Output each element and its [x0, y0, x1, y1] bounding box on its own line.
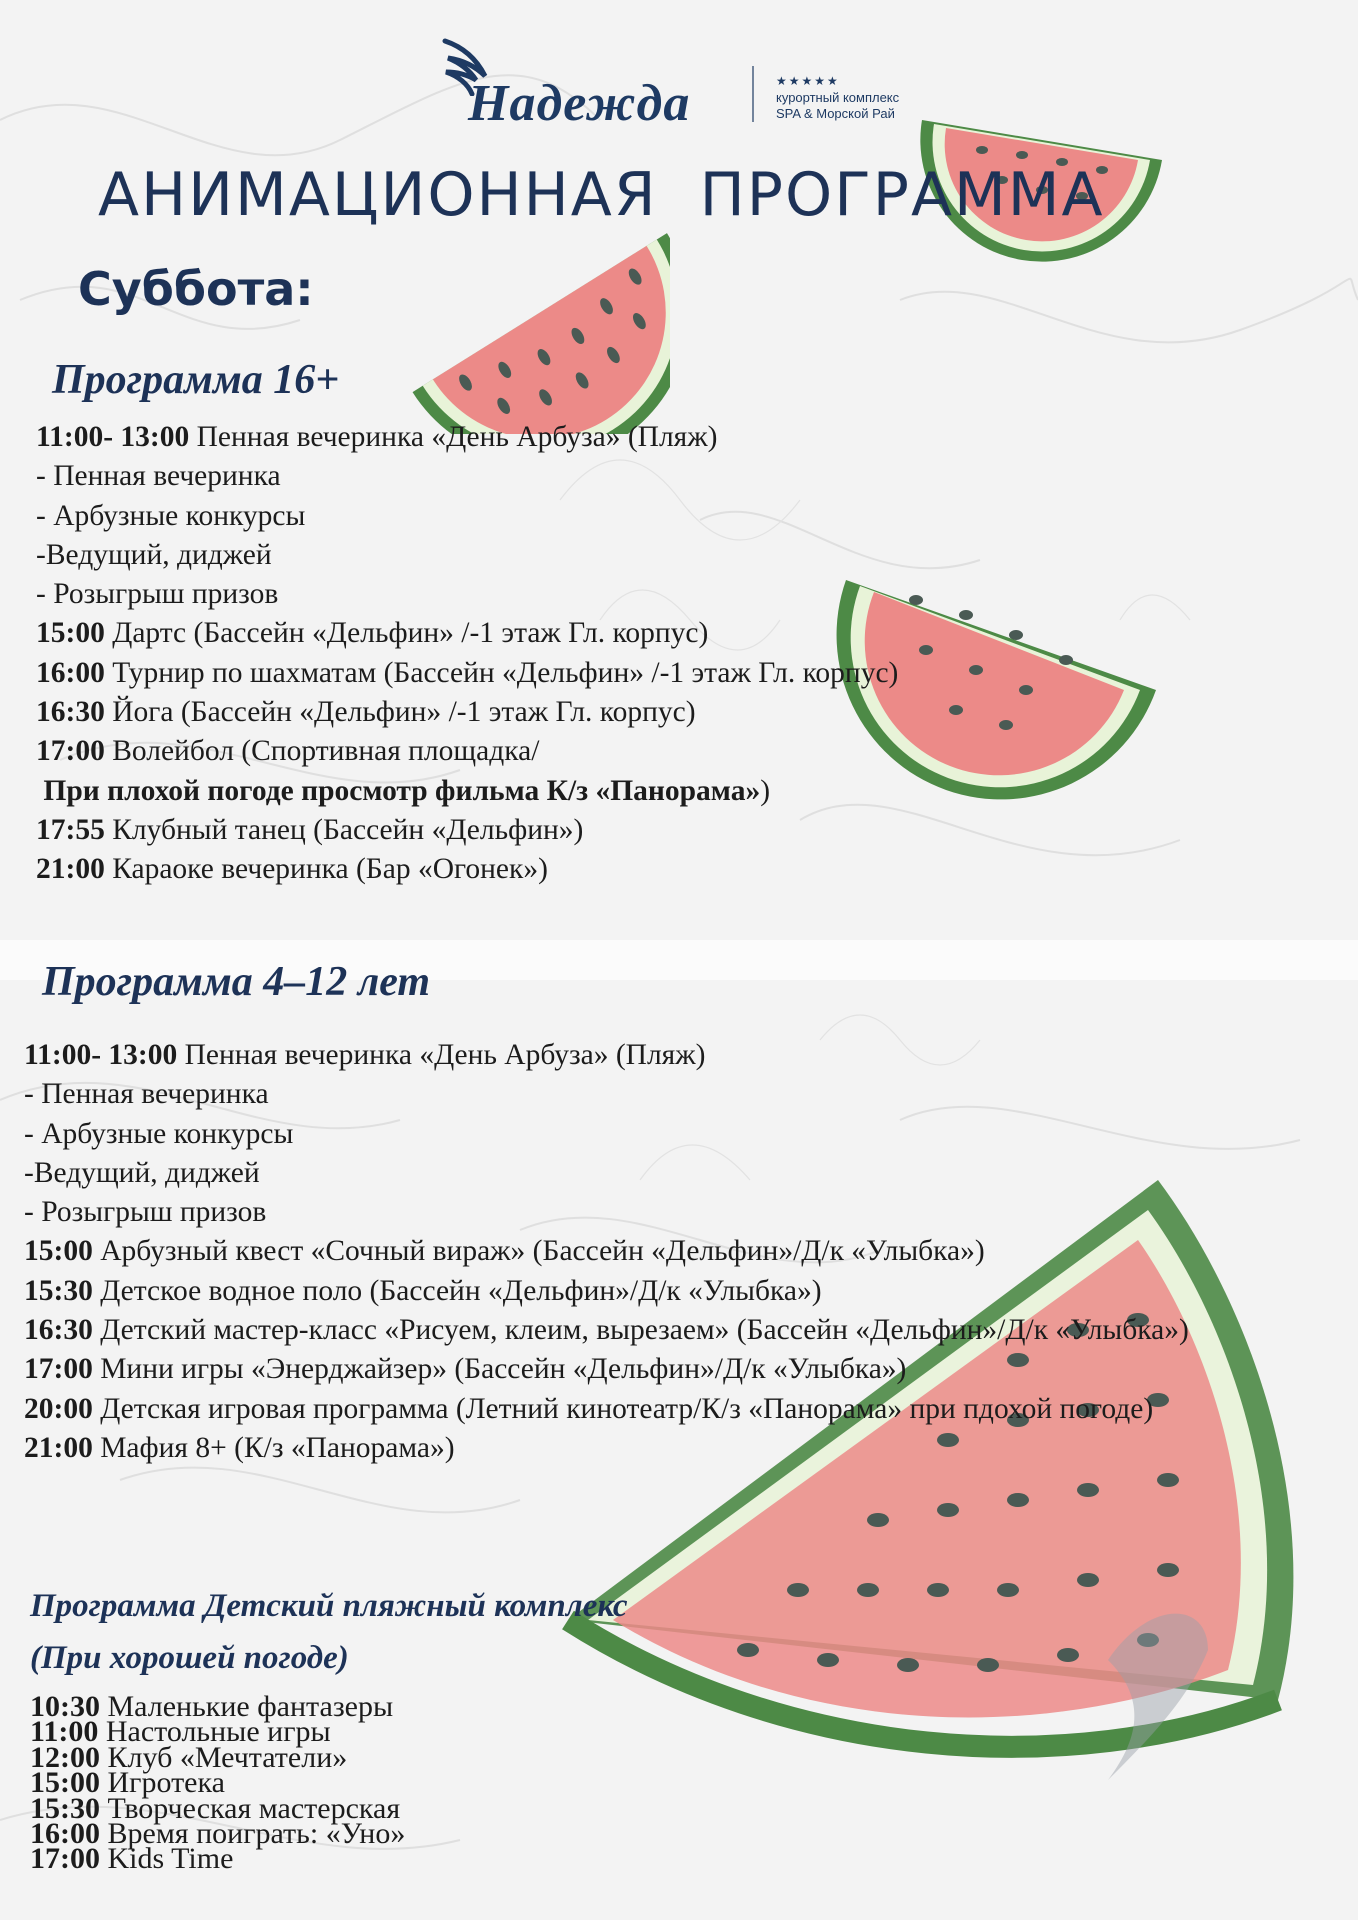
list-item: 16:00 Турнир по шахматам (Бассейн «Дельфин» /-1 этаж Гл. корпус): [36, 656, 899, 689]
list-item: - Розыгрыш призов: [36, 578, 279, 611]
rating-stars: ★★★★★: [776, 74, 840, 88]
list-item: 15:30 Творческая мастерская: [30, 1791, 401, 1825]
list-item: 11:00- 13:00 Пенная вечеринка «День Арбуза» (Пляж): [36, 421, 718, 453]
schedule-list-16-plus: [36, 418, 898, 890]
list-item: 16:30 Детский мастер-класс «Рисуем, клеим, вырезаем» (Бассейн «Дельфин»/Д/к «Улыбка»): [24, 1314, 1189, 1347]
list-item: При плохой погоде просмотр фильма К/з «Панорама»): [36, 774, 771, 807]
list-item: 15:00 Игротека: [30, 1766, 225, 1800]
list-item: 21:00 Мафия 8+ (К/з «Панорама»): [24, 1431, 455, 1464]
list-item: 15:00 Арбузный квест «Сочный вираж» (Бассейн «Дельфин»/Д/к «Улыбка»): [24, 1235, 985, 1268]
list-item: 15:30 Детское водное поло (Бассейн «Дельфин»/Д/к «Улыбка»): [24, 1274, 822, 1307]
logo-subtitle: курортный комплекс: [776, 90, 900, 105]
section-heading-16-plus: Программа 16+: [52, 357, 340, 403]
schedule-list-kids: [24, 1036, 1264, 1468]
section-subheading-beach: (При хорошей погоде): [30, 1640, 349, 1676]
list-item: 20:00 Детская игровая программа (Летний кинотеатр/К/з «Панорама» при пдохой погоде): [24, 1392, 1154, 1425]
list-item: - Арбузные конкурсы: [24, 1117, 294, 1150]
list-item: - Пенная вечеринка: [36, 460, 281, 493]
hotel-logo: [440, 36, 940, 132]
logo-name: Надежда: [468, 75, 691, 132]
day-heading: Суббота:: [78, 262, 314, 316]
list-item: 12:00 Клуб «Мечтатели»: [30, 1740, 348, 1774]
section-heading-kids: Программа 4–12 лет: [42, 959, 431, 1005]
list-item: 15:00 Дартс (Бассейн «Дельфин» /-1 этаж Гл. корпус): [36, 617, 709, 650]
list-item: 11:00- 13:00 Пенная вечеринка «День Арбуза» (Пляж): [24, 1039, 706, 1071]
list-item: 16:00 Время поиграть: «Уно»: [30, 1817, 406, 1851]
list-item: 21:00 Караоке вечеринка (Бар «Огонек»): [36, 853, 548, 886]
list-item: 10:30 Маленькие фантазеры: [30, 1690, 394, 1723]
list-item: 16:30 Йога (Бассейн «Дельфин» /-1 этаж Гл. корпус): [36, 696, 696, 729]
list-item: - Розыгрыш призов: [24, 1196, 267, 1229]
logo-subtitle-2: SPA & Морской Рай: [776, 106, 895, 121]
list-item: 17:00 Мини игры «Энерджайзер» (Бассейн «Дельфин»/Д/к «Улыбка»): [24, 1353, 907, 1386]
list-item: 17:00 Волейбол (Спортивная площадка/: [36, 735, 540, 768]
schedule-list-beach: [30, 1690, 406, 1876]
page-title: АНИМАЦИОННАЯ ПРОГРАММА: [98, 160, 1105, 230]
list-item: - Арбузные конкурсы: [36, 499, 306, 532]
logo-divider: [752, 66, 754, 122]
list-item: -Ведущий, диджей: [36, 538, 272, 571]
list-item: -Ведущий, диджей: [24, 1156, 260, 1189]
list-item: - Пенная вечеринка: [24, 1078, 269, 1111]
list-item: 17:00 Kids Time: [30, 1842, 234, 1876]
list-item: 17:55 Клубный танец (Бассейн «Дельфин»): [36, 813, 584, 846]
list-item: 11:00 Настольные игры: [30, 1715, 331, 1749]
section-heading-beach: Программа Детский пляжный комплекс: [30, 1588, 628, 1624]
